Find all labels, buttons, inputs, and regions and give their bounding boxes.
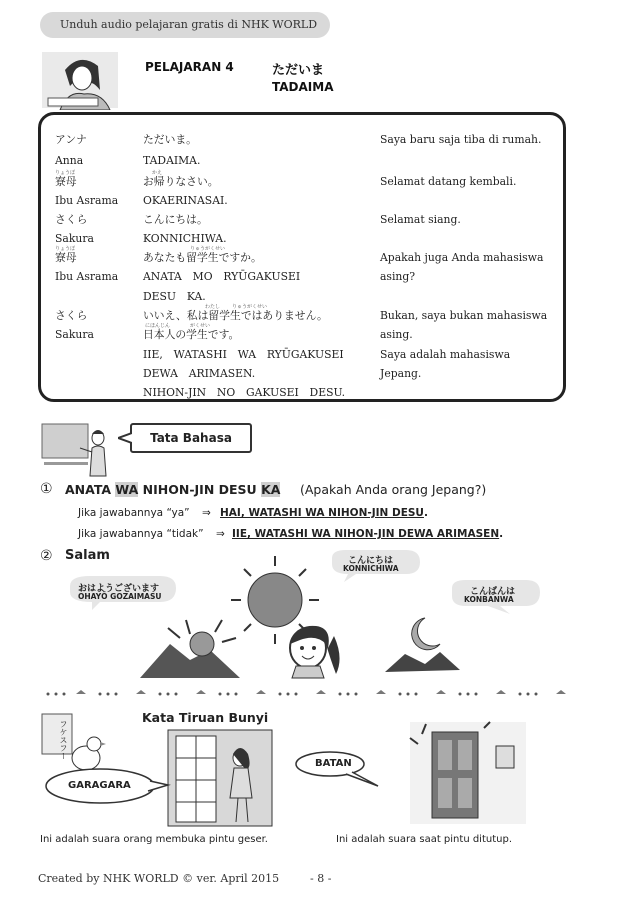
grammar-heading: Tata Bahasa xyxy=(150,431,232,445)
furigana: がくせい xyxy=(190,323,211,329)
line-romaji: DESU KA. xyxy=(143,290,206,303)
yes-answer xyxy=(220,507,428,519)
line-romaji: ANATA MO RYŪGAKUSEI xyxy=(143,270,301,283)
audio-download-banner[interactable] xyxy=(40,12,330,38)
batan-bubble xyxy=(292,750,382,790)
no-label: Jika jawabannya “tidak” xyxy=(78,528,204,540)
greeting-evening-romaji: KONBANWA xyxy=(464,595,514,604)
student-illustration xyxy=(40,50,120,110)
particle-wa: WA xyxy=(115,482,139,497)
answer-part: HAI, WATASHI WA NIHON-JIN xyxy=(220,507,392,519)
moon-icon xyxy=(385,618,460,672)
particle-ka: KA xyxy=(261,482,281,497)
sliding-door-illustration xyxy=(160,728,280,828)
sound-batan: BATAN xyxy=(315,758,352,769)
speaker-jp: 寮母 xyxy=(55,251,77,264)
line-romaji: NIHON-JIN NO GAKUSEI DESU. xyxy=(143,386,346,399)
sentence-part: NIHON-JIN DESU xyxy=(138,482,262,497)
furigana: りゅうがくせい xyxy=(232,304,268,310)
greetings-title: Salam xyxy=(65,548,110,563)
speaker-jp: さくら xyxy=(55,309,88,322)
yes-label: Jika jawabannya “ya” xyxy=(78,507,190,519)
line-translation: Saya adalah mahasiswa xyxy=(380,348,511,361)
furigana: りょうぼ xyxy=(55,246,76,252)
line-translation: asing. xyxy=(380,328,413,341)
line-translation: Jepang. xyxy=(380,367,422,380)
onomatopoeia-title: Kata Tiruan Bunyi xyxy=(142,710,269,725)
grammar-heading-bubble xyxy=(130,423,252,453)
grammar-sentence xyxy=(65,482,280,497)
girl-icon xyxy=(290,626,340,678)
arrow-icon: ⇒ xyxy=(216,528,225,540)
line-translation: asing? xyxy=(380,270,416,283)
answer-end: . xyxy=(499,528,504,540)
teacher-illustration xyxy=(40,420,112,478)
line-jp: お帰りなさい。 xyxy=(143,175,219,188)
greeting-day-romaji: KONNICHIWA xyxy=(343,564,399,573)
footer-credit: Created by NHK WORLD © ver. April 2015 xyxy=(38,872,280,885)
greetings-illustration xyxy=(40,548,600,698)
speaker-name: Sakura xyxy=(55,232,94,245)
answer-part: DESU xyxy=(391,507,424,519)
speaker-jp: 寮母 xyxy=(55,175,77,188)
speaker-jp: さくら xyxy=(55,213,88,226)
no-answer xyxy=(232,528,503,540)
line-romaji: KONNICHIWA. xyxy=(143,232,227,245)
lesson-title-jp: ただいま xyxy=(272,63,325,78)
item-number: ① xyxy=(40,481,53,497)
lesson-number: PELAJARAN 4 xyxy=(145,60,234,74)
speaker-name: Ibu Asrama xyxy=(55,270,119,283)
answer-part: DEWA ARIMASEN xyxy=(398,528,500,540)
morning-scene xyxy=(140,620,240,678)
line-jp: あなたも留学生ですか。 xyxy=(143,251,262,264)
line-romaji: DEWA ARIMASEN. xyxy=(143,367,256,380)
arrow-icon: ⇒ xyxy=(202,507,211,519)
line-translation: Apakah juga Anda mahasiswa xyxy=(380,251,544,264)
furigana: りょうぼ xyxy=(55,170,76,176)
caption-closed-door: Ini adalah suara saat pintu ditutup. xyxy=(336,834,513,845)
line-jp: いいえ、私は留学生ではありません。 xyxy=(143,309,328,322)
line-jp: こんにちは。 xyxy=(143,213,208,226)
answer-part: IIE, WATASHI WA NIHON-JIN xyxy=(232,528,399,540)
greeting-morning-romaji: OHAYŌ GOZAIMASU xyxy=(78,592,162,601)
sound-garagara: GARAGARA xyxy=(68,780,131,791)
furigana: にほんじん xyxy=(145,323,171,329)
banner-text: Unduh audio pelajaran gratis di NHK WORLD xyxy=(60,18,318,31)
line-translation: Saya baru saja tiba di rumah. xyxy=(380,133,542,146)
speaker-name: Ibu Asrama xyxy=(55,194,119,207)
speaker-name: Anna xyxy=(55,154,84,167)
grammar-translation: (Apakah Anda orang Jepang?) xyxy=(300,482,487,497)
line-jp: 日本人の学生です。 xyxy=(143,328,240,341)
item-number: ② xyxy=(40,548,53,564)
furigana: わたし xyxy=(205,304,221,310)
greeting-day-jp: こんにちは xyxy=(348,556,394,566)
furigana: りゅうがくせい xyxy=(190,246,226,252)
closed-door-illustration xyxy=(408,720,528,826)
greeting-evening-jp: こんばんは xyxy=(470,587,516,597)
page-number: - 8 - xyxy=(310,872,332,885)
speaker-name: Sakura xyxy=(55,328,94,341)
line-translation: Selamat siang. xyxy=(380,213,461,226)
bubble-tail xyxy=(118,432,132,444)
speaker-jp: アンナ xyxy=(55,133,87,146)
answer-end: . xyxy=(423,507,428,519)
line-jp: ただいま。 xyxy=(143,133,197,146)
furigana: かえ xyxy=(152,170,163,176)
caption-sliding-door: Ini adalah suara orang membuka pintu geser. xyxy=(40,834,268,845)
lesson-title-romaji: TADAIMA xyxy=(272,80,334,94)
sentence-part: ANATA xyxy=(65,482,116,497)
line-romaji: OKAERINASAI. xyxy=(143,194,228,207)
line-romaji: IIE, WATASHI WA RYŪGAKUSEI xyxy=(143,348,344,361)
line-romaji: TADAIMA. xyxy=(143,154,201,167)
line-translation: Bukan, saya bukan mahasiswa xyxy=(380,309,548,322)
greeting-morning-jp: おはようございます xyxy=(78,584,160,594)
sign-text: フケスフー xyxy=(59,720,68,760)
line-translation: Selamat datang kembali. xyxy=(380,175,517,188)
